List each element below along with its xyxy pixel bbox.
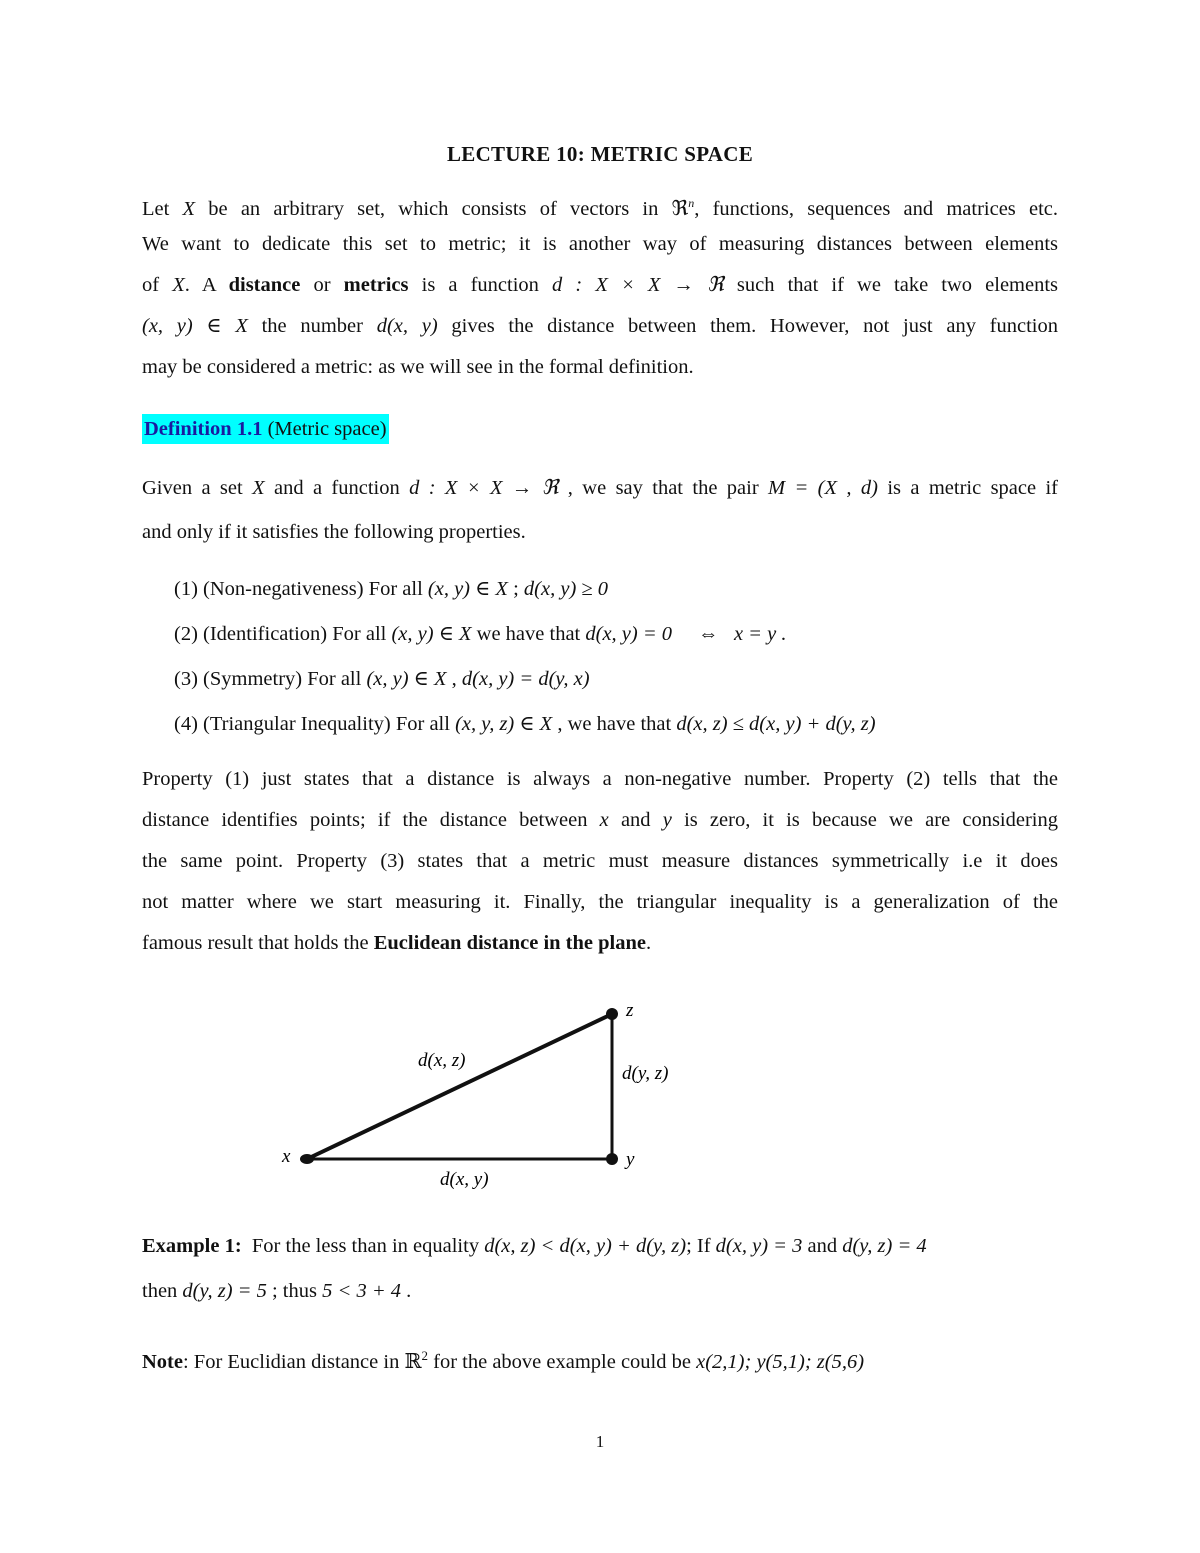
intro-line-2: We want to dedicate this set to metric; it is another way of measuring distances between elements xyxy=(142,233,1058,255)
point-z xyxy=(606,1008,618,1020)
explain-line-1: Property (1) just states that a distance is always a non-negative number. Property (2) tells that the xyxy=(142,768,1058,790)
triangle-diagram xyxy=(270,990,710,1200)
example-line-2: then d(y, z) = 5 ; thus 5 < 3 + 4 . xyxy=(142,1280,412,1302)
intro-paragraph xyxy=(142,183,1058,388)
given-line-1: Given a set X and a function d : X × X → ℜ , we say that the pair M = (X , d) is a metric space if xyxy=(142,477,1058,499)
label-x: x xyxy=(282,1146,291,1167)
definition-heading: Definition 1.1 (Metric space) xyxy=(142,414,389,444)
page-title: LECTURE 10: METRIC SPACE xyxy=(446,142,754,166)
explanation-paragraph xyxy=(142,759,1058,964)
intro-line-3: of X. A distance or metrics is a function d : X × X → ℜ such that if we take two elements xyxy=(142,274,1058,296)
definition-paragraph xyxy=(142,468,1058,553)
intro-line-4: (x, y) ∈ X the number d(x, y) gives the distance between them. However, not just any function xyxy=(142,315,1058,337)
label-z: z xyxy=(626,1000,634,1021)
property-item-2: (2) (Identification) For all (x, y) ∈ X we have that d(x, y) = 0 ⇔ x = y . xyxy=(174,623,787,645)
label-dxz: d(x, z) xyxy=(418,1050,466,1071)
property-item-3: (3) (Symmetry) For all (x, y) ∈ X , d(x, y) = d(y, x) xyxy=(174,668,590,690)
intro-line-5: may be considered a metric: as we will see in the formal definition. xyxy=(142,356,694,378)
term-metrics: metrics xyxy=(343,274,409,296)
edge-xz xyxy=(307,1014,612,1159)
label-dxy: d(x, y) xyxy=(440,1169,489,1190)
term-euclidean: Euclidean distance in the plane xyxy=(373,932,646,954)
point-x xyxy=(300,1154,314,1164)
note-line: Note: For Euclidian distance in ℝ$^2$ for the above example could be x(2,1); y(5,1); z(5,6) xyxy=(142,1348,865,1373)
example-line-1: Example 1: For the less than in equality d(x, z) < d(x, y) + d(y, z); If d(x, y) = 3 and d(y, z) = 4 xyxy=(142,1235,927,1257)
intro-line-1: Let X be an arbitrary set, which consists of vectors in ℜ$^n$, functions, sequences and matrices etc. xyxy=(142,196,1058,220)
property-item-1: (1) (Non-negativeness) For all (x, y) ∈ X ; d(x, y) ≥ 0 xyxy=(174,578,609,600)
property-item-4: (4) (Triangular Inequality) For all (x, y, z) ∈ X , we have that d(x, z) ≤ d(x, y) + d(y, z) xyxy=(174,713,876,735)
explain-line-2: distance identifies points; if the distance between x and y is zero, it is because we are considering xyxy=(142,809,1058,831)
term-distance: distance xyxy=(228,274,301,296)
explain-line-4: not matter where we start measuring it. Finally, the triangular inequality is a generalization of the xyxy=(142,891,1058,913)
given-line-2: and only if it satisfies the following properties. xyxy=(142,521,526,543)
label-dyz: d(y, z) xyxy=(622,1063,669,1084)
point-y xyxy=(606,1153,618,1165)
label-y: y xyxy=(626,1149,635,1170)
explain-line-5: famous result that holds the Euclidean distance in the plane. xyxy=(142,932,652,954)
explain-line-3: the same point. Property (3) states that a metric must measure distances symmetrically i.e it does xyxy=(142,850,1058,872)
page-number: 1 xyxy=(595,1432,605,1451)
